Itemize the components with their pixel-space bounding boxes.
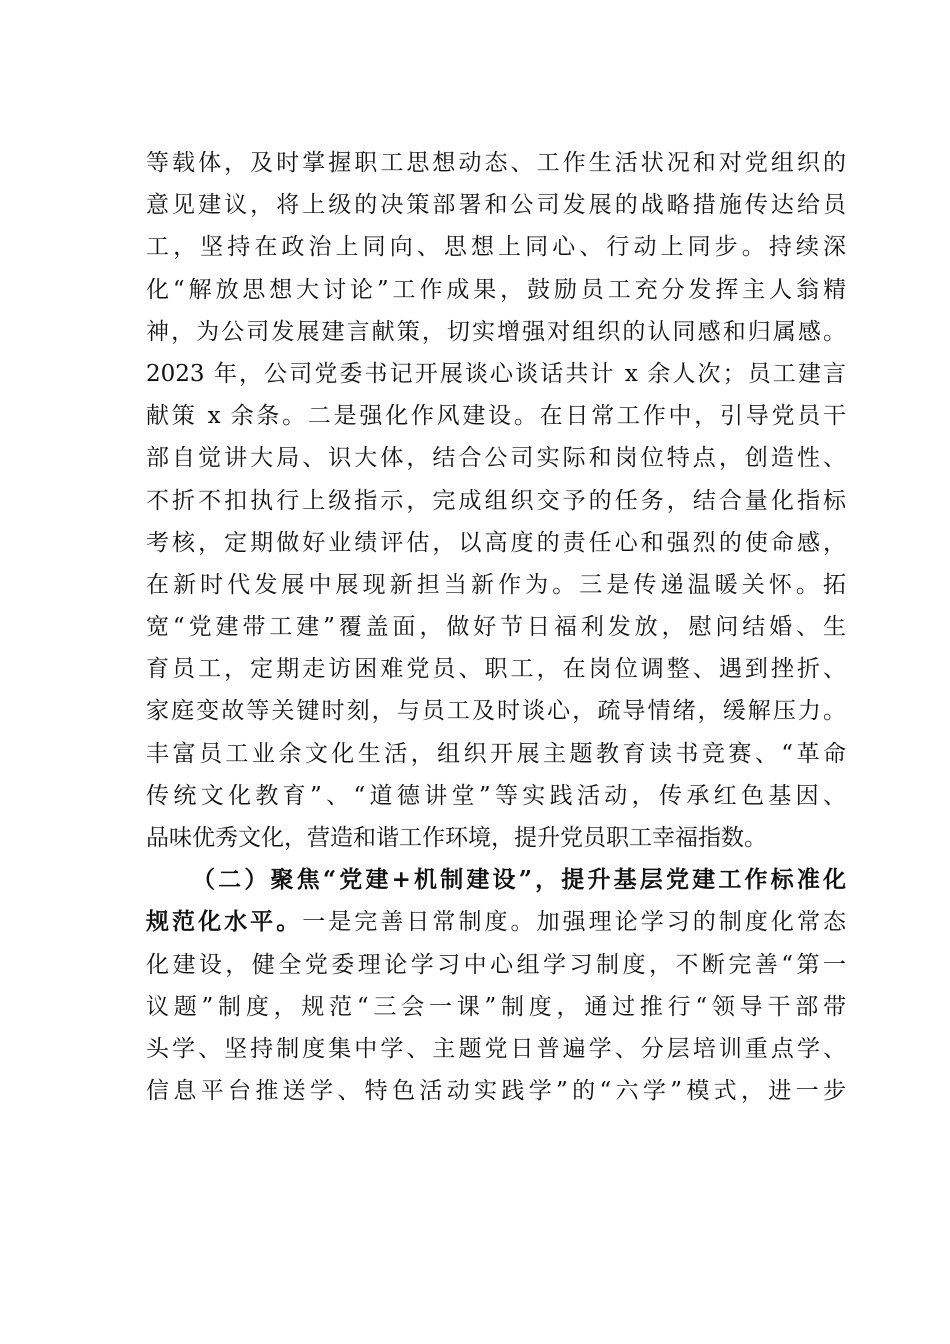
paragraph-line: 工，坚持在政治上同向、思想上同心、行动上同步。持续深 <box>146 234 846 261</box>
section-heading-tail: 规范化水平。 <box>146 908 303 936</box>
paragraph-line: 献策 x 余条。二是强化作风建设。在日常工作中，引导党员干 <box>146 403 846 430</box>
document-body <box>146 142 846 1112</box>
paragraph-line: 化“解放思想大讨论”工作成果，鼓励员工充分发挥主人翁精 <box>146 276 846 303</box>
paragraph-line: 在新时代发展中展现新担当新作为。三是传递温暖关怀。拓 <box>146 571 846 598</box>
paragraph-line: 考核，定期做好业绩评估，以高度的责任心和强烈的使命感， <box>146 529 846 556</box>
section-paragraph-line: 化建设，健全党委理论学习中心组学习制度，不断完善“第一 <box>146 951 846 978</box>
paragraph-line: 意见建议，将上级的决策部署和公司发展的战略措施传达给员 <box>146 192 846 219</box>
section-text: 一是完善日常制度。加强理论学习的制度化常态 <box>302 909 846 936</box>
paragraph-line: 品味优秀文化，营造和谐工作环境，提升党员职工幸福指数。 <box>146 825 767 851</box>
paragraph-line: 等载体，及时掌握职工思想动态、工作生活状况和对党组织的 <box>146 150 846 176</box>
paragraph-line: 部自觉讲大局、识大体，结合公司实际和岗位特点，创造性、 <box>146 445 846 472</box>
section-heading-continuation <box>146 901 846 943</box>
paragraph-line: 不折不扣执行上级指示，完成组织交予的任务，结合量化指标 <box>146 487 846 514</box>
paragraph-line: 传统文化教育”、“道德讲堂”等实践活动，传承红色基因、 <box>146 782 846 809</box>
section-paragraph-line: 议题”制度，规范“三会一课”制度，通过推行“领导干部带 <box>146 993 846 1020</box>
paragraph-line: 宽“党建带工建”覆盖面，做好节日福利发放，慰问结婚、生 <box>146 614 846 641</box>
paragraph-line: 神，为公司发展建言献策，切实增强对组织的认同感和归属感。 <box>146 318 846 345</box>
section-paragraph-line: 信息平台推送学、特色活动实践学”的“六学”模式，进一步 <box>146 1078 846 1105</box>
paragraph-line: 丰富员工业余文化生活，组织开展主题教育读书竞赛、“革命 <box>146 740 846 767</box>
section-paragraph-line: 头学、坚持制度集中学、主题党日普遍学、分层培训重点学、 <box>146 1035 846 1062</box>
paragraph-line: 2023 年，公司党委书记开展谈心谈话共计 x 余人次；员工建言 <box>146 360 846 387</box>
paragraph-line: 家庭变故等关键时刻，与员工及时谈心，疏导情绪，缓解压力。 <box>146 698 846 725</box>
paragraph-line: 育员工，定期走访困难党员、职工，在岗位调整、遇到挫折、 <box>146 656 846 683</box>
section-heading: （二）聚焦“党建+机制建设”，提升基层党建工作标准化 <box>192 866 846 894</box>
